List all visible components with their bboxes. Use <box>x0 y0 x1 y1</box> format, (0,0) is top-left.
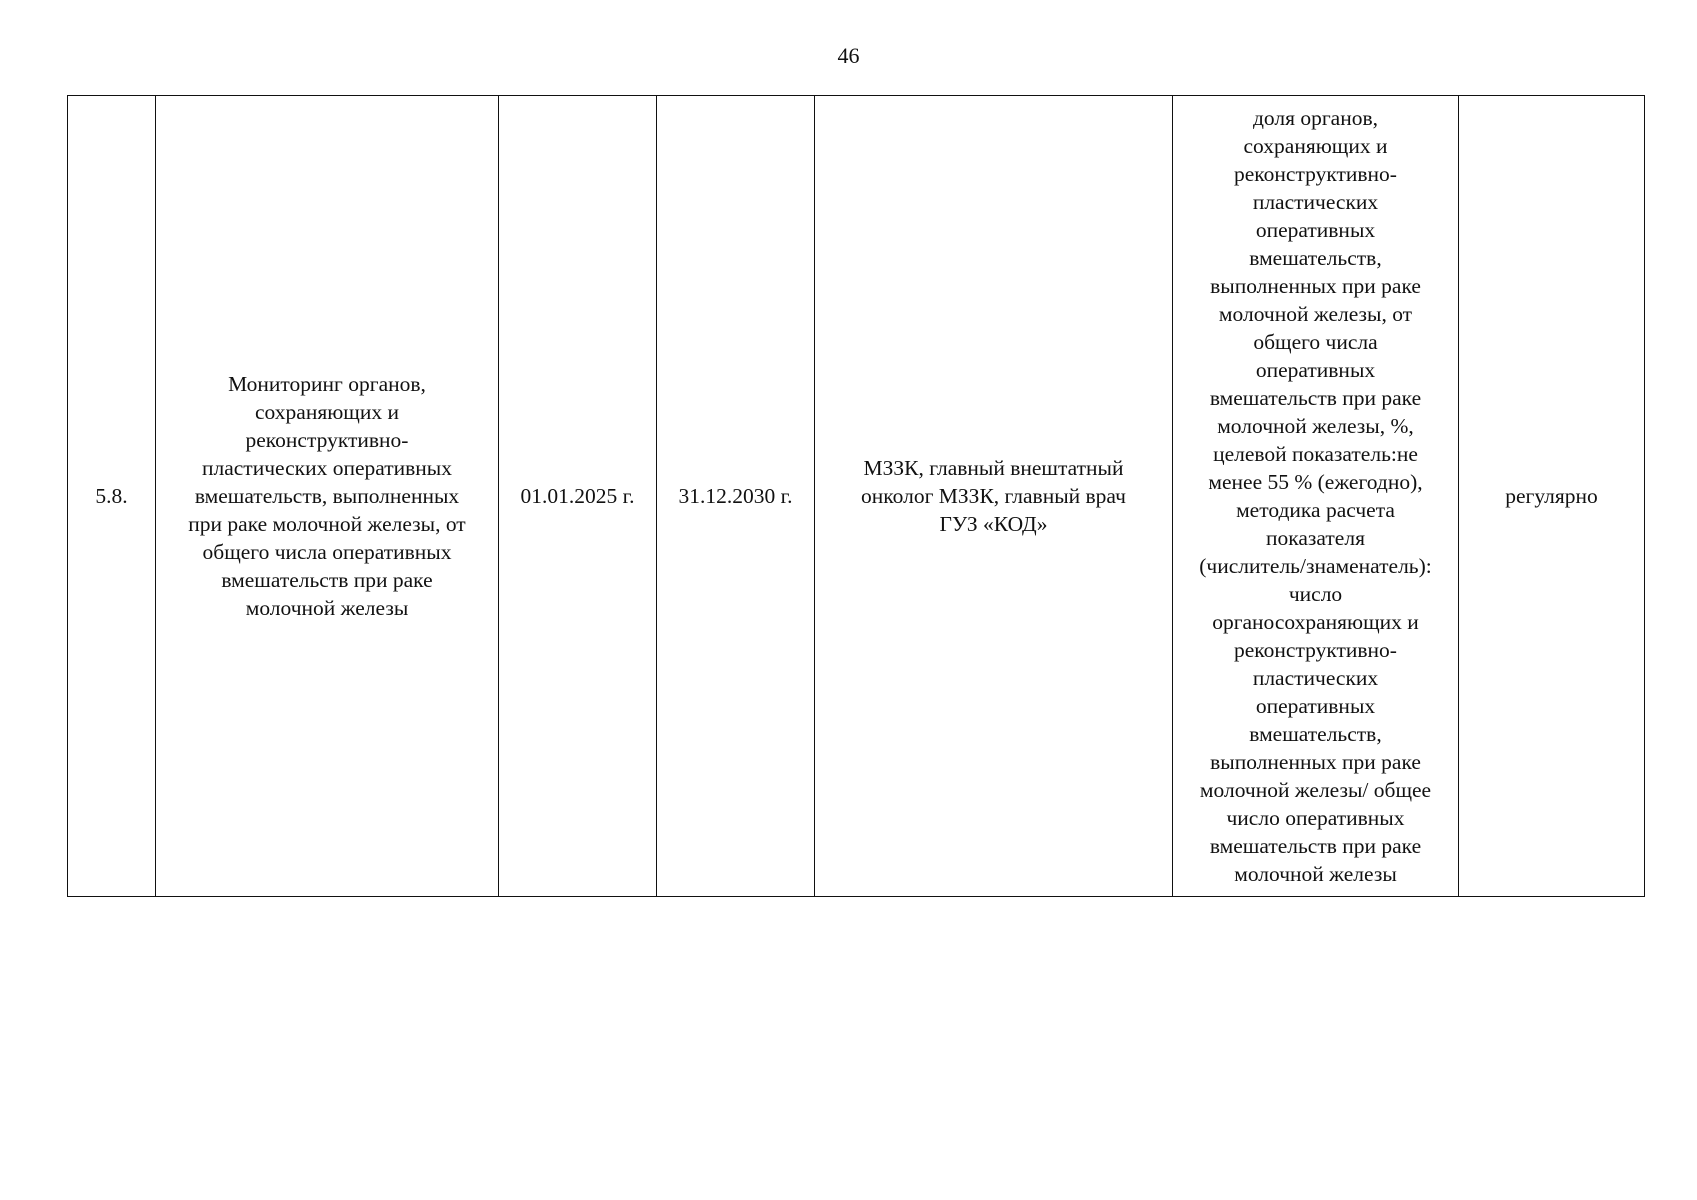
event-description-line: вмешательств при раке <box>221 568 433 592</box>
indicator-line: число оперативных <box>1226 806 1405 830</box>
indicator-line: реконструктивно- <box>1234 162 1397 186</box>
page-number: 46 <box>837 43 860 68</box>
indicator-line: вмешательств при раке <box>1209 386 1422 410</box>
indicator-line: оперативных <box>1255 694 1376 718</box>
indicator-line: общего числа <box>1253 330 1378 354</box>
end-date: 31.12.2030 г. <box>678 484 793 508</box>
frequency-cell <box>1459 96 1645 897</box>
indicator-line: оперативных <box>1255 218 1376 242</box>
indicator-line: доля органов, <box>1252 106 1379 130</box>
indicator-line: пластических <box>1252 666 1379 690</box>
start-date: 01.01.2025 г. <box>520 484 635 508</box>
event-description-line: Мониторинг органов, <box>228 372 426 396</box>
responsible-cell <box>815 96 1173 897</box>
indicator-line: (числитель/знаменатель): <box>1199 554 1432 578</box>
item-number-cell <box>68 96 156 897</box>
indicator-line: пластических <box>1252 190 1379 214</box>
indicator-line: вмешательств, <box>1249 722 1382 746</box>
responsible-line: МЗЗК, главный внештатный <box>863 456 1124 480</box>
indicator-line: вмешательств, <box>1249 246 1382 270</box>
indicator-line: молочной железы/ общее <box>1199 778 1432 802</box>
indicator-line: вмешательств при раке <box>1209 834 1422 858</box>
start-date-cell <box>499 96 657 897</box>
indicator-line: органосохраняющих и <box>1212 610 1419 634</box>
indicator-line: выполненных при раке <box>1210 750 1421 774</box>
event-description-line: общего числа оперативных <box>202 540 452 564</box>
indicator-line: оперативных <box>1255 358 1376 382</box>
event-description-line: молочной железы <box>245 596 409 620</box>
indicator-line: выполненных при раке <box>1210 274 1421 298</box>
end-date-cell <box>657 96 815 897</box>
indicator-line: молочной железы, от <box>1218 302 1413 326</box>
event-description-line: реконструктивно- <box>245 428 409 452</box>
indicator-line: молочной железы, %, <box>1217 414 1414 438</box>
indicator-line: методика расчета <box>1236 498 1395 522</box>
table-row <box>68 96 1645 897</box>
responsible-line: онколог МЗЗК, главный врач <box>861 484 1126 508</box>
event-description-line: пластических оперативных <box>201 456 453 480</box>
responsible-line: ГУЗ «КОД» <box>939 512 1048 536</box>
indicator-line: показателя <box>1266 526 1365 550</box>
indicator-line: реконструктивно- <box>1234 638 1397 662</box>
indicator-cell <box>1173 96 1459 897</box>
indicator-line: сохраняющих и <box>1243 134 1388 158</box>
event-description-cell <box>156 96 499 897</box>
indicator-line: молочной железы <box>1234 862 1397 886</box>
indicator-line: менее 55 % (ежегодно), <box>1208 470 1423 494</box>
indicator-line: целевой показатель:не <box>1213 442 1418 466</box>
activities-table <box>67 95 1645 897</box>
frequency: регулярно <box>1505 484 1598 508</box>
event-description-line: при раке молочной железы, от <box>188 512 466 536</box>
indicator-line: число <box>1288 582 1343 606</box>
event-description-line: сохраняющих и <box>255 400 399 424</box>
event-description-line: вмешательств, выполненных <box>194 484 460 508</box>
item-number: 5.8. <box>95 484 128 508</box>
